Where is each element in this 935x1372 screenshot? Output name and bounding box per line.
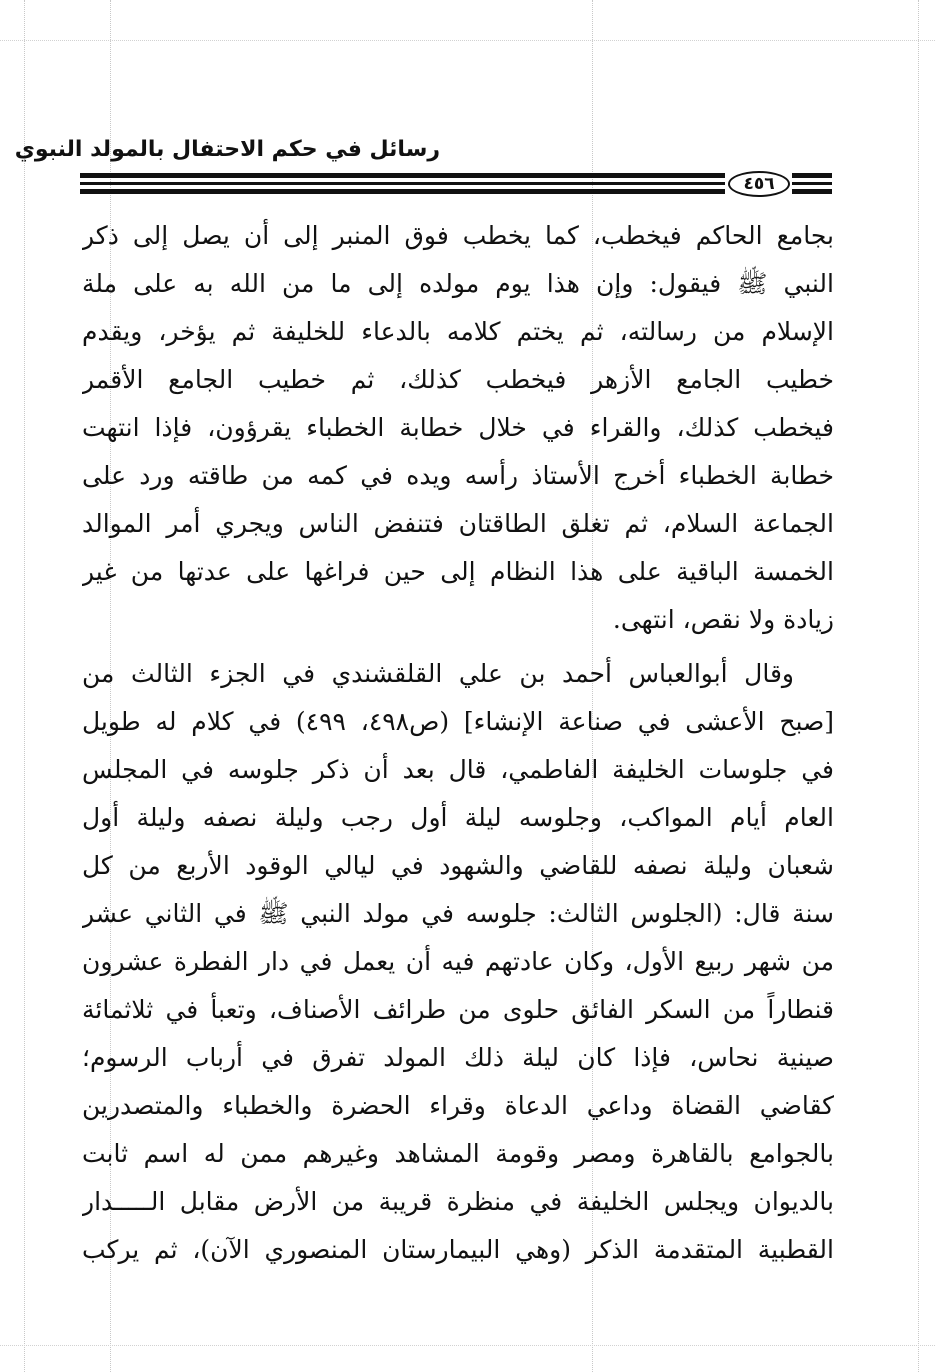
text-line: الخمسة الباقية على هذا النظام إلى حين فراغها على عدتها من غير [82, 557, 834, 586]
header-rule [80, 171, 832, 197]
text-line: العام أيام المواكب، وجلوسه ليلة أول رجب وليلة نصفه وليلة أول [82, 803, 834, 832]
body-text [82, 212, 834, 1274]
text-line: [صبح الأعشى في صناعة الإنشاء] (ص٤٩٨، ٤٩٩) في كلام له طويل [82, 707, 834, 736]
running-title: رسائل في حكم الاحتفال بالمولد النبوي [14, 137, 440, 162]
text-line: الإسلام من رسالته، ثم يختم كلامه بالدعاء للخليفة ثم يؤخر، ويقدم [82, 317, 834, 346]
text-line: في جلوسات الخليفة الفاطمي، قال بعد أن ذكر جلوسه في المجلس [82, 755, 834, 784]
text-line: بجامع الحاكم فيخطب، كما يخطب فوق المنبر إلى أن يصل إلى ذكر [82, 221, 834, 250]
page-number: ٤٥٦ [728, 171, 790, 197]
text-line: خطابة الخطباء أخرج الأستاذ رأسه ويده في كمه من طاقته ورد على [82, 461, 834, 490]
text-line: النبي ﷺ فيقول: وإن هذا يوم مولده إلى ما من الله به على ملة [82, 269, 834, 298]
text-line: سنة قال: (الجلوس الثالث: جلوسه في مولد النبي ﷺ في الثاني عشر [82, 899, 834, 928]
scan-guide-line [0, 1345, 935, 1346]
text-line: قنطاراً من السكر الفائق حلوى من طرائف الأصناف، وتعبأ في ثلاثمائة [82, 995, 834, 1024]
text-line: فيخطب كذلك، والقراء في خلال خطابة الخطباء يقرؤون، فإذا انتهت [82, 413, 834, 442]
text-line: بالديوان ويجلس الخليفة في منظرة قريبة من الأرض مقابل الـــــدار [82, 1187, 834, 1216]
text-line: زيادة ولا نقص، انتهى. [612, 605, 834, 634]
text-line: كقاضي القضاة وداعي الدعاة وقراء الحضرة والخطباء والمتصدرين [82, 1091, 834, 1120]
text-line: القطبية المتقدمة الذكر (وهي البيمارستان المنصوري الآن)، ثم يركب [82, 1235, 834, 1264]
text-line: بالجوامع بالقاهرة ومصر وقومة المشاهد وغيرهم ممن له اسم ثابت [82, 1139, 834, 1168]
paragraph-2 [82, 650, 834, 1274]
scan-guide-line [0, 40, 935, 41]
text-line: صينية نحاس، فإذا كان ليلة ذلك المولد تفرق في أرباب الرسوم؛ [82, 1043, 834, 1072]
text-line: وقال أبوالعباس أحمد بن علي القلقشندي في الجزء الثالث من [82, 659, 794, 688]
scan-guide-line [24, 0, 25, 1372]
text-line: من شهر ربيع الأول، وكان عادتهم فيه أن يعمل في دار الفطرة عشرون [82, 947, 834, 976]
paragraph-1 [82, 212, 834, 644]
scan-guide-line [918, 0, 919, 1372]
text-line: الجماعة السلام، ثم تغلق الطاقتان فتنفض الناس ويجري أمر الموالد [82, 509, 834, 538]
text-line: خطيب الجامع الأزهر فيخطب كذلك، ثم خطيب الجامع الأقمر [82, 365, 834, 394]
header-rule-right [792, 171, 832, 197]
header-rule-left [80, 171, 725, 197]
text-line: شعبان وليلة نصفه للقاضي والشهود في ليالي الوقود الأربع من كل [82, 851, 834, 880]
